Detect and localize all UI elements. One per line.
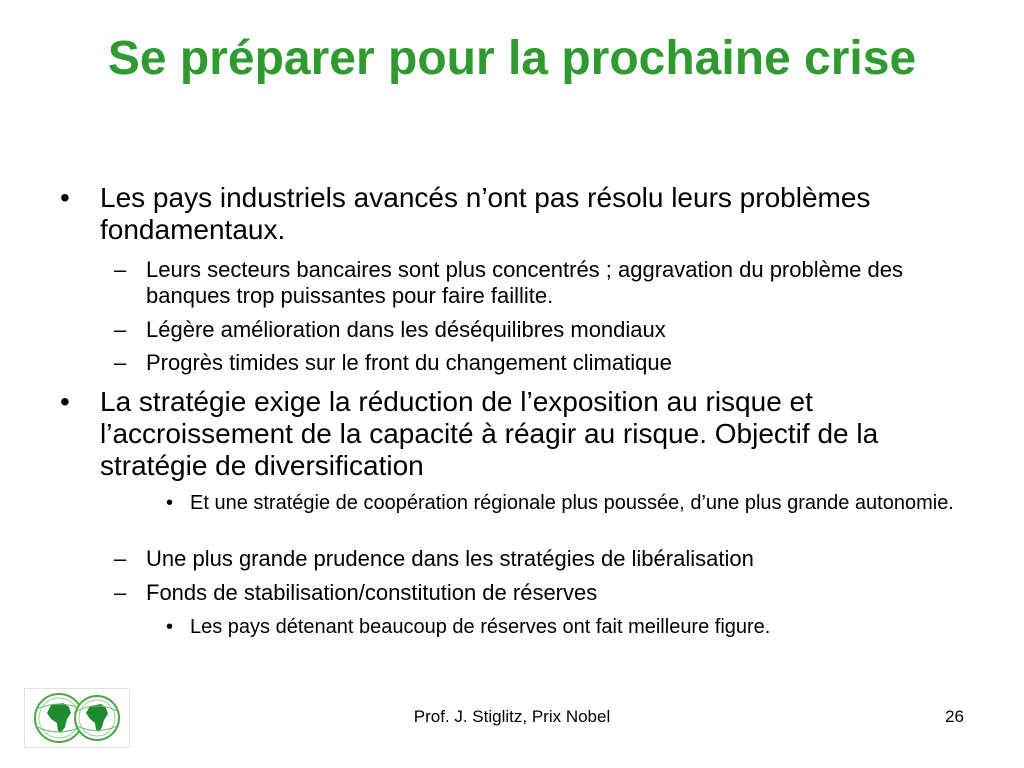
- dash-marker: –: [114, 546, 127, 571]
- sub-sub-bullet-item: [166, 491, 966, 515]
- dash-marker: –: [114, 257, 127, 282]
- sub-bullet-text: Progrès timides sur le front du changement climatique: [146, 350, 672, 375]
- bullet-marker: •: [60, 182, 70, 213]
- bullet-item: [60, 386, 950, 482]
- sub-bullet-item: [114, 257, 959, 309]
- sub-sub-bullet-item: [166, 615, 966, 639]
- africa-map-logo-icon: [24, 688, 130, 748]
- dash-marker: –: [114, 350, 127, 375]
- sub-bullet-item: [114, 317, 959, 343]
- bullet-marker: •: [60, 386, 70, 417]
- sub-bullet-text: Légère amélioration dans les déséquilibres mondiaux: [146, 317, 666, 342]
- footer-author: Prof. J. Stiglitz, Prix Nobel: [413, 707, 611, 726]
- sub-bullet-text: Une plus grande prudence dans les stratégies de libéralisation: [146, 546, 754, 571]
- sub-bullet-text: Fonds de stabilisation/constitution de réserves: [146, 580, 598, 605]
- sub-sub-bullet-text: Et une stratégie de coopération régionale plus poussée, d’une plus grande autonomie.: [190, 492, 954, 514]
- sub-bullet-text: Leurs secteurs bancaires sont plus concentrés ; aggravation du problème des banques trop puissantes pour faire faillite.: [146, 257, 903, 308]
- bullet-text: Les pays industriels avancés n’ont pas résolu leurs problèmes fondamentaux.: [100, 182, 871, 245]
- bullet-item: [60, 182, 950, 246]
- dash-marker: –: [114, 317, 127, 342]
- sub-sub-bullet-text: Les pays détenant beaucoup de réserves ont fait meilleure figure.: [190, 616, 771, 638]
- small-bullet-marker: •: [166, 616, 174, 638]
- dash-marker: –: [114, 580, 127, 605]
- bullet-text: La stratégie exige la réduction de l’exposition au risque et l’accroissement de la capacité à réagir au risque. Objectif de la stratégie de diversification: [100, 386, 879, 481]
- sub-bullet-item: [114, 546, 959, 572]
- slide-title: Se préparer pour la prochaine crise: [107, 32, 917, 85]
- small-bullet-marker: •: [166, 492, 174, 514]
- sub-bullet-item: [114, 350, 959, 376]
- page-number: 26: [945, 707, 964, 726]
- sub-bullet-item: [114, 580, 959, 606]
